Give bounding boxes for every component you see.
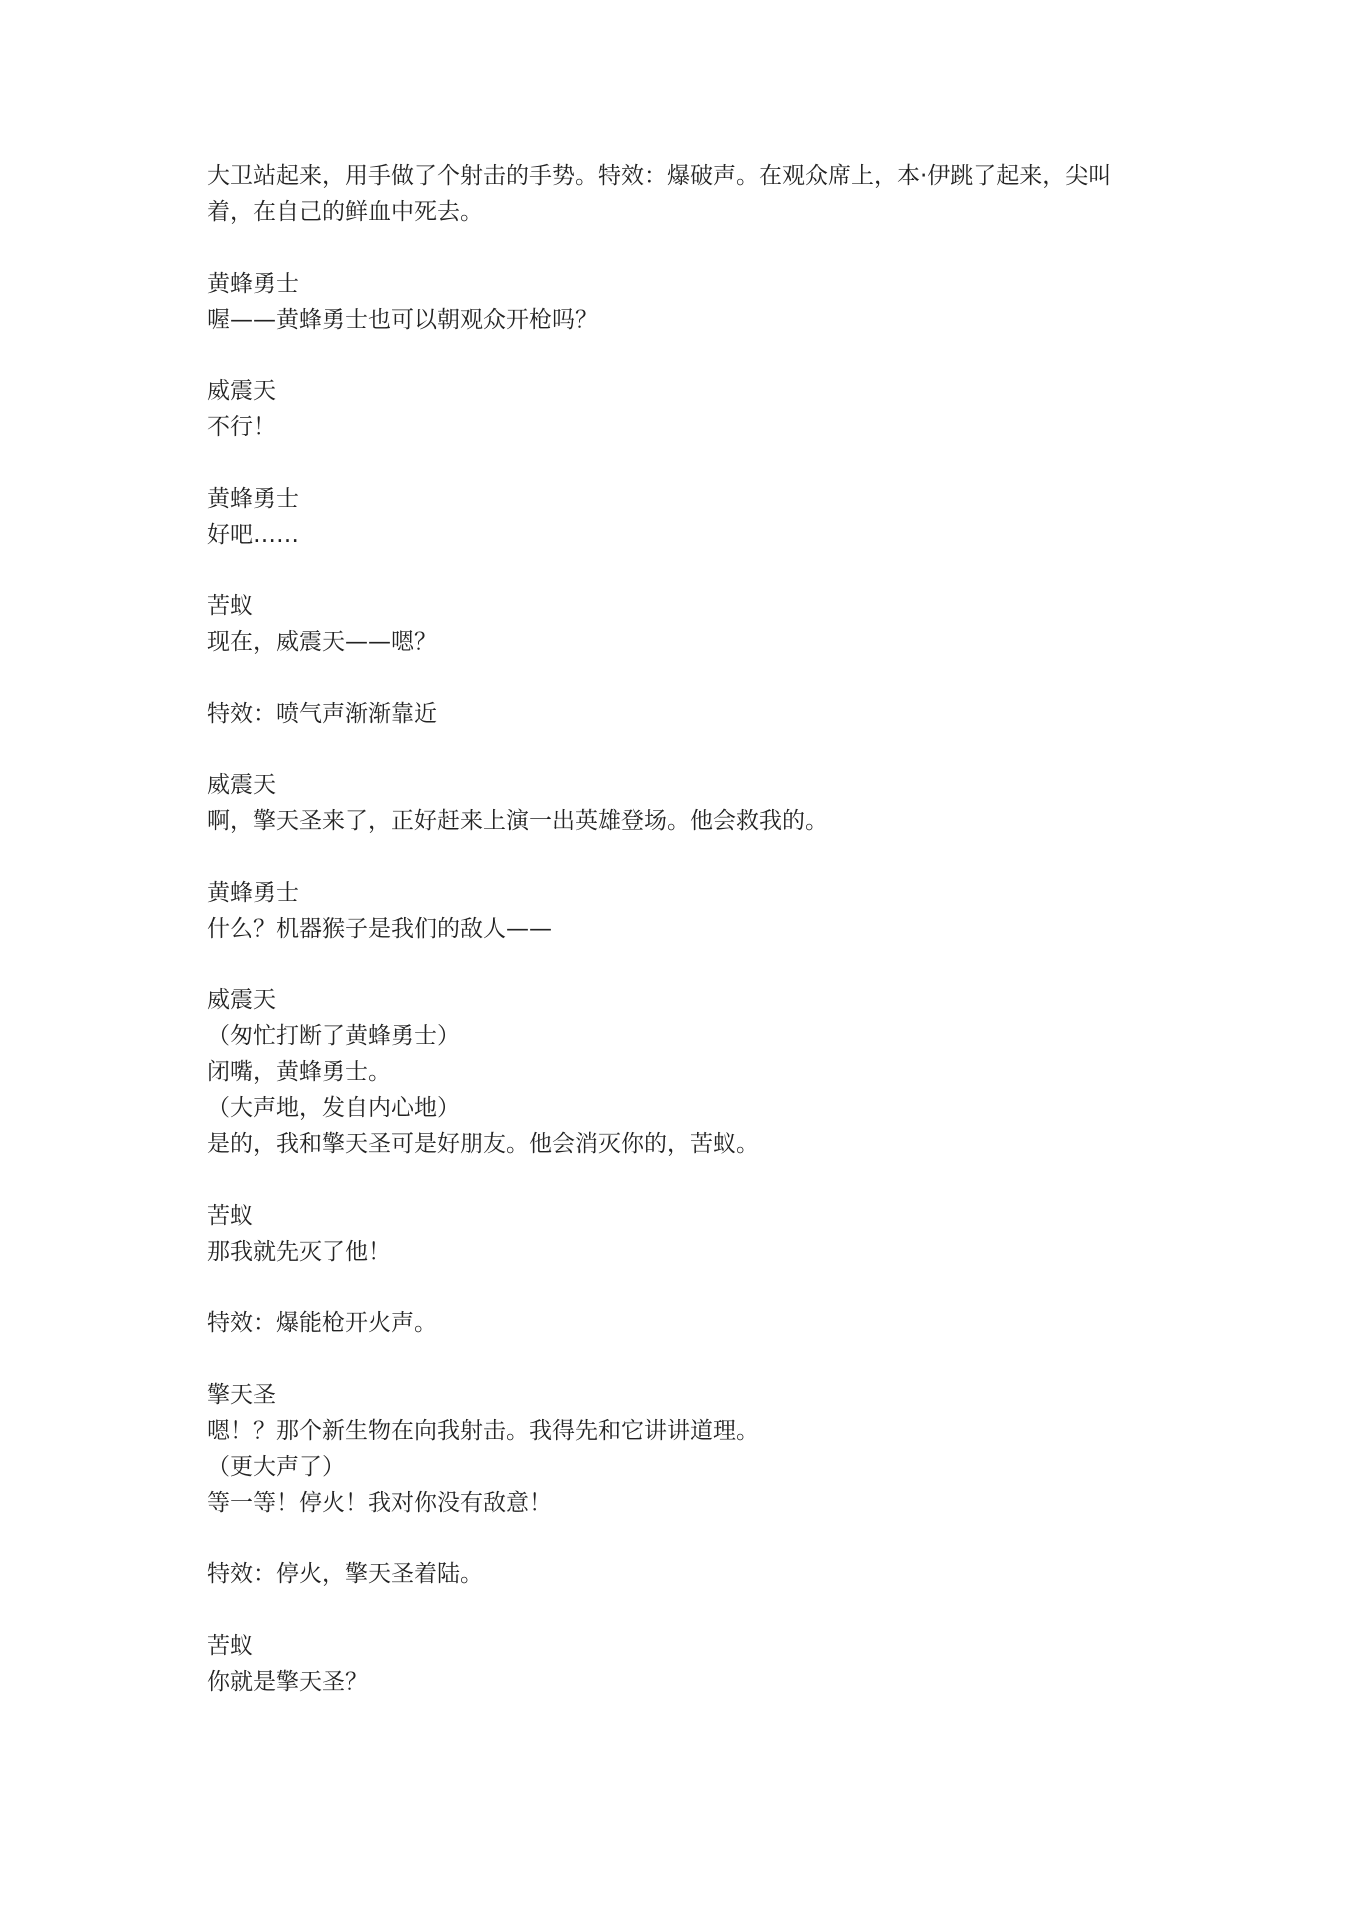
action-line: 大卫站起来，用手做了个射击的手势。特效：爆破声。在观众席上，本·伊跳了起来，尖叫 xyxy=(207,163,1112,189)
blank-line xyxy=(207,553,1167,589)
dialogue-line: 啊，擎天圣来了，正好赶来上演一出英雄登场。他会救我的。 xyxy=(207,808,828,834)
blank-line xyxy=(207,1270,1167,1306)
blank-line xyxy=(207,1341,1167,1377)
sound-effect-line: 特效：喷气声渐渐靠近 xyxy=(207,700,437,727)
stage-direction: （大声地，发自内心地） xyxy=(207,1095,460,1121)
blank-line xyxy=(207,1521,1167,1557)
dialogue-line: 现在，威震天——嗯？ xyxy=(207,629,437,655)
dialogue-line: 是的，我和擎天圣可是好朋友。他会消灭你的，苦蚁。 xyxy=(207,1131,759,1157)
character-name: 威震天 xyxy=(207,987,276,1013)
blank-line xyxy=(207,947,1167,983)
blank-line xyxy=(207,1592,1167,1628)
character-name: 苦蚁 xyxy=(207,1632,253,1659)
dialogue-line: 你就是擎天圣？ xyxy=(207,1668,368,1695)
character-name: 黄蜂勇士 xyxy=(207,879,299,906)
stage-direction: （匆忙打断了黄蜂勇士） xyxy=(207,1023,460,1049)
blank-line xyxy=(207,230,1167,266)
character-name: 苦蚁 xyxy=(207,1202,253,1229)
character-name: 黄蜂勇士 xyxy=(207,270,299,297)
dialogue-line: 好吧…… xyxy=(207,521,299,548)
dialogue-line: 等一等！停火！我对你没有敌意！ xyxy=(207,1489,552,1516)
sound-effect-line: 特效：爆能枪开火声。 xyxy=(207,1310,437,1336)
script-page xyxy=(207,158,1167,1700)
dialogue-line: 那我就先灭了他！ xyxy=(207,1238,391,1265)
blank-line xyxy=(207,445,1167,481)
sound-effect-line: 特效：停火，擎天圣着陆。 xyxy=(207,1561,483,1587)
stage-direction: （更大声了） xyxy=(207,1453,345,1480)
character-name: 威震天 xyxy=(207,378,276,404)
action-line: 着，在自己的鲜血中死去。 xyxy=(207,199,483,225)
character-name: 擎天圣 xyxy=(207,1381,276,1408)
blank-line xyxy=(207,660,1167,696)
dialogue-line: 喔——黄蜂勇士也可以朝观众开枪吗？ xyxy=(207,306,598,333)
dialogue-line: 嗯！？那个新生物在向我射击。我得先和它讲讲道理。 xyxy=(207,1417,759,1444)
dialogue-line: 什么？机器猴子是我们的敌人—— xyxy=(207,915,552,942)
blank-line xyxy=(207,732,1167,768)
dialogue-line: 闭嘴，黄蜂勇士。 xyxy=(207,1059,391,1085)
blank-line xyxy=(207,839,1167,875)
dialogue-line: 不行！ xyxy=(207,414,276,440)
blank-line xyxy=(207,1162,1167,1198)
character-name: 威震天 xyxy=(207,772,276,798)
character-name: 苦蚁 xyxy=(207,593,253,619)
blank-line xyxy=(207,338,1167,374)
character-name: 黄蜂勇士 xyxy=(207,485,299,512)
